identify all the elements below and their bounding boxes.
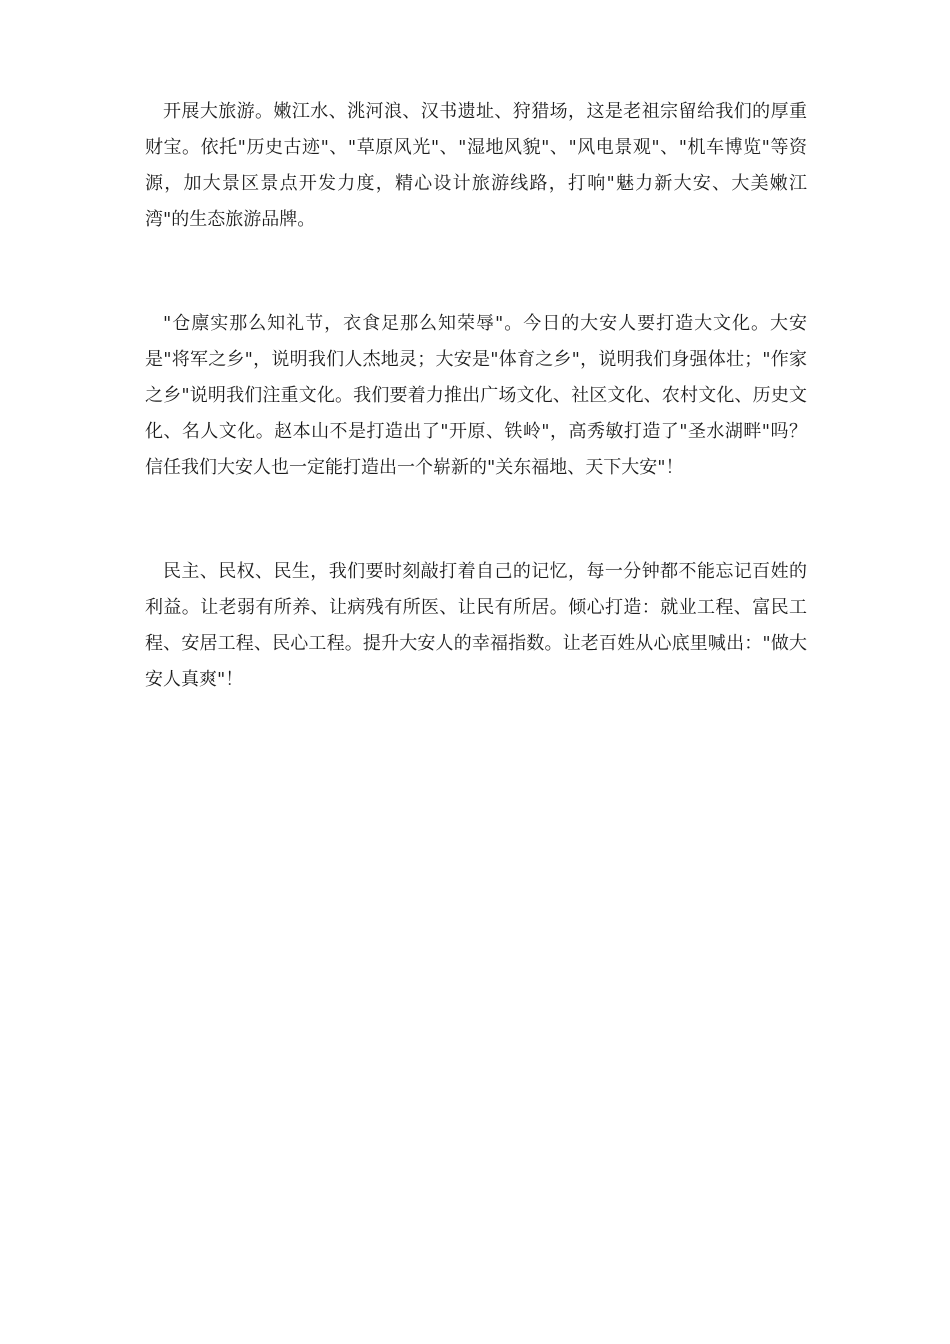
paragraph-tourism: 开展大旅游。嫩江水、洮河浪、汉书遗址、狩猎场，这是老祖宗留给我们的厚重财宝。依托"历史古迹"、"草原风光"、"湿地风貌"、"风电景观"、"机车博览"等资源，加大景区景点开发力度，精心设计旅游线路，打响"魅力新大安、大美嫩江湾"的生态旅游品牌。 [145,101,807,230]
paragraph-livelihood: 民主、民权、民生，我们要时刻敲打着自己的记忆，每一分钟都不能忘记百姓的利益。让老弱有所养、让病残有所医、让民有所居。倾心打造：就业工程、富民工程、安居工程、民心工程。提升大安人的幸福指数。让老百姓从心底里喊出："做大安人真爽"！ [145,561,807,690]
document-body [145,94,807,698]
paragraph-culture: "仓廪实那么知礼节，衣食足那么知荣辱"。今日的大安人要打造大文化。大安是"将军之乡"，说明我们人杰地灵；大安是"体育之乡"，说明我们身强体壮；"作家之乡"说明我们注重文化。我们要着力推出广场文化、社区文化、农村文化、历史文化、名人文化。赵本山不是打造出了"开原、铁岭"，高秀敏打造了"圣水湖畔"吗？信任我们大安人也一定能打造出一个崭新的"关东福地、天下大安"！ [145,313,807,478]
